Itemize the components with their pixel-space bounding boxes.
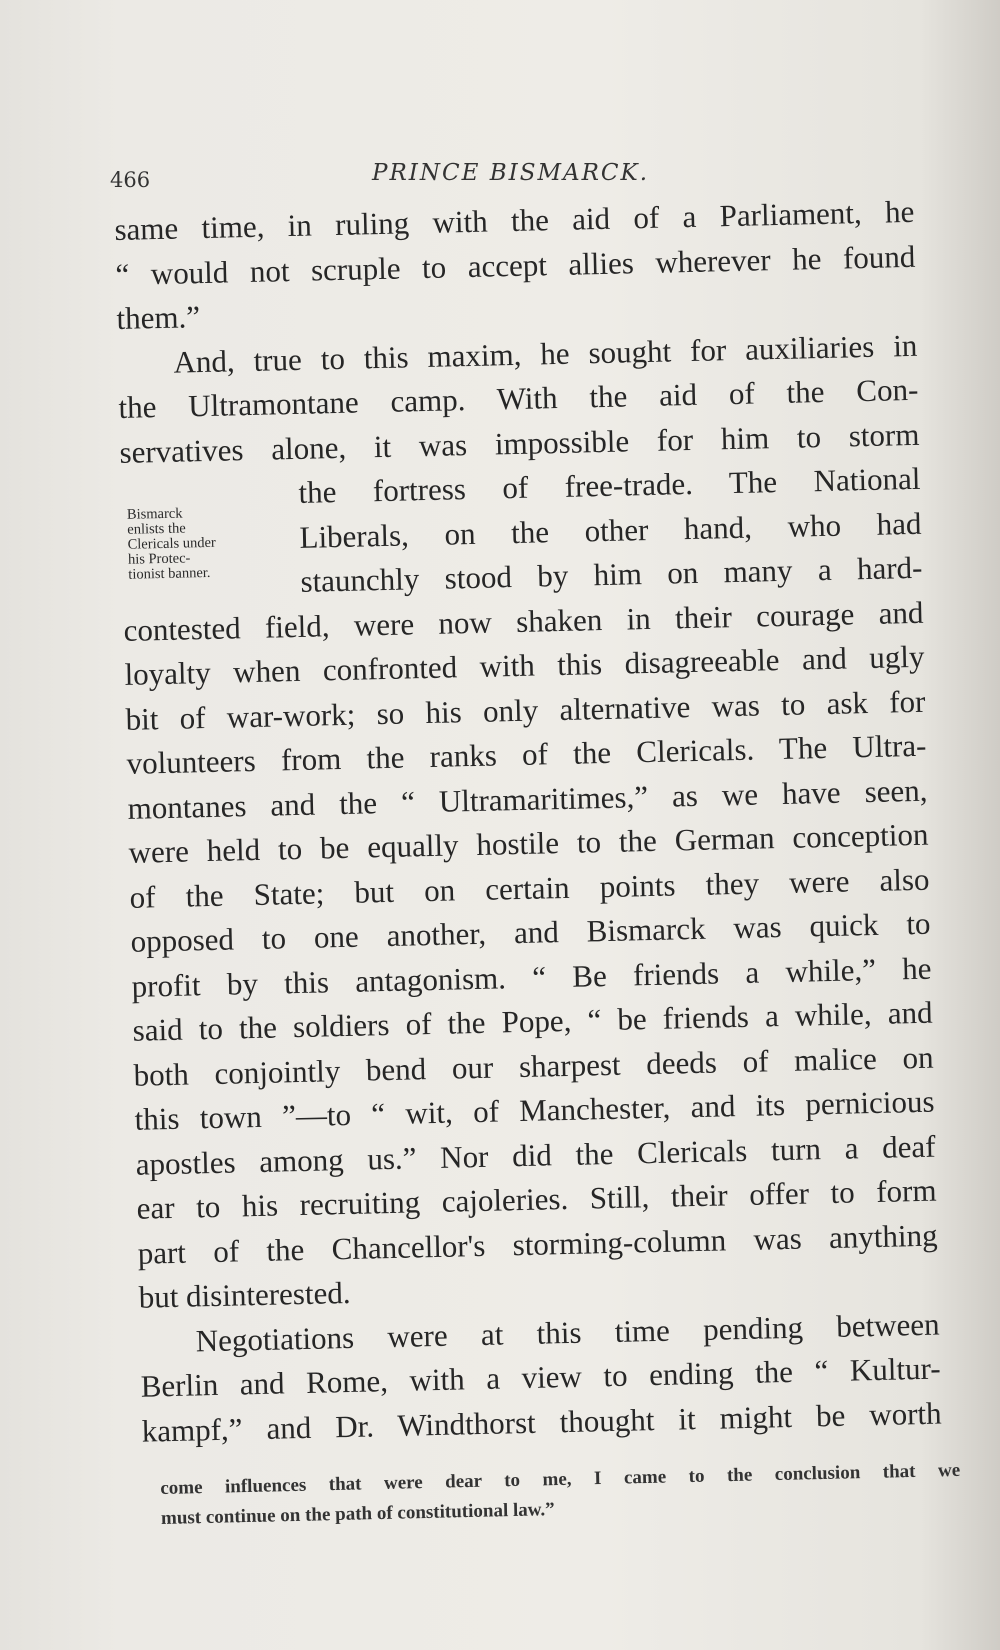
margin-note-line: his Protec- (127, 550, 191, 568)
text-line: the fortress of free-trade. The National (298, 460, 921, 510)
margin-note-line: Bismarck (126, 505, 183, 523)
text-line: but disinterested. (138, 1274, 351, 1315)
text-line: And, true to this maxim, he sought for auxiliaries in (173, 327, 918, 380)
margin-note-line: enlists the (127, 520, 186, 538)
text-line: kampf,” and Dr. Windthorst thought it might be worth (141, 1395, 942, 1449)
text-line: montanes and the “ Ultramaritimes,” as we have seen, (127, 772, 928, 826)
margin-note-line: tionist banner. (128, 564, 211, 583)
text-line: both conjointly bend our sharpest deeds of malice on (133, 1039, 934, 1093)
text-line: were held to be equally hostile to the German conception (128, 816, 929, 870)
text-line: “ would not scruple to accept allies wherever he found (115, 238, 916, 292)
text-line: ear to his recruiting cajoleries. Still, their offer to form (136, 1172, 937, 1226)
text-line: part of the Chancellor's storming-column was anything (137, 1217, 938, 1271)
text-line: Liberals, on the other hand, who had (299, 505, 922, 555)
text-line: the Ultramontane camp. With the aid of the Con- (118, 371, 919, 425)
text-line: same time, in ruling with the aid of a Parliament, he (114, 193, 915, 247)
body-text (114, 190, 942, 1454)
page-number: 466 (110, 168, 151, 192)
text-line: servatives alone, it was impossible for him to storm (119, 416, 920, 470)
text-line: volunteers from the ranks of the Clericals. The Ultra- (126, 727, 927, 781)
text-line: of the State; but on certain points they were also (129, 861, 930, 915)
text-line: profit by this antagonism. “ Be friends a while,” he (131, 950, 932, 1004)
text-line: opposed to one another, and Bismarck was quick to (130, 905, 931, 959)
text-line: bit of war-work; so his only alternative was to ask for (125, 683, 926, 737)
running-head (110, 156, 900, 196)
footnote (160, 1456, 961, 1534)
margin-note-line: Clericals under (127, 534, 216, 553)
text-line: this town ”—to “ wit, of Manchester, and its pernicious (134, 1083, 935, 1137)
footnote-line: come influences that were dear to me, I came to the conclusion that we (160, 1459, 961, 1499)
text-line: loyalty when confronted with this disagreeable and ugly (124, 638, 925, 692)
text-line: Negotiations were at this time pending between (195, 1306, 940, 1358)
page-title: PRINCE BISMARCK. (372, 160, 650, 186)
margin-note (127, 504, 289, 583)
text-line: Berlin and Rome, with a view to ending the “ Kultur- (140, 1350, 941, 1404)
text-line: apostles among us.” Nor did the Clericals turn a deaf (135, 1128, 936, 1182)
text-line: said to the soldiers of the Pope, “ be friends a while, and (132, 994, 933, 1048)
text-line: staunchly stood by him on many a hard- (300, 549, 923, 599)
text-line: contested field, were now shaken in their courage and (123, 594, 924, 648)
footnote-line: must continue on the path of constitutional law.” (160, 1499, 555, 1529)
text-line: them.” (116, 299, 201, 336)
